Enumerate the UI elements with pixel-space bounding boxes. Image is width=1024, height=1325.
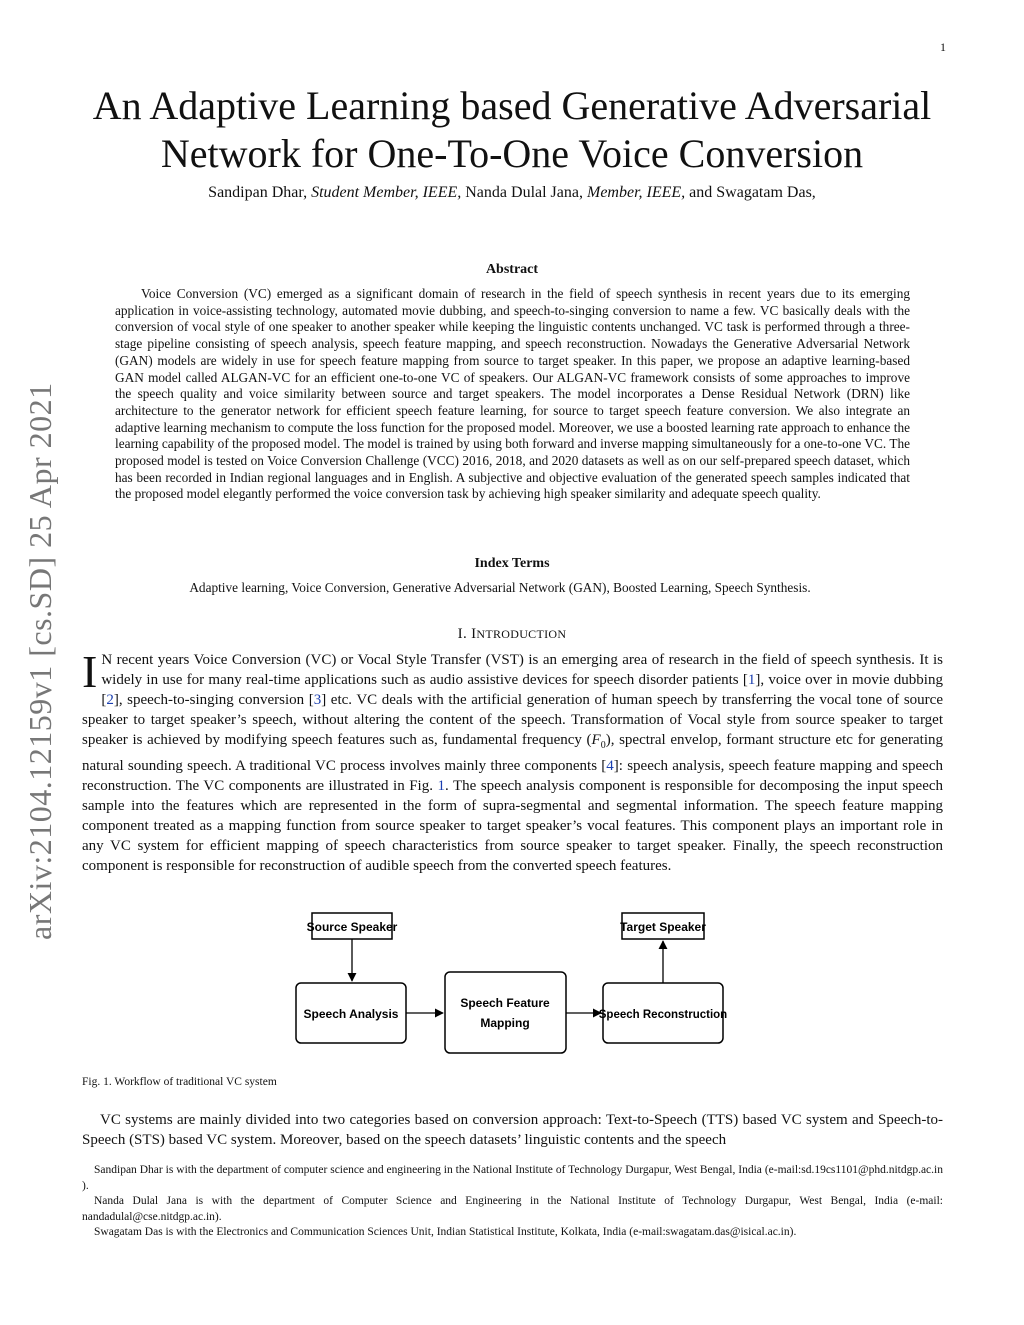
author-1-role: Student Member, IEEE,: [311, 184, 462, 201]
speech-analysis-label: Speech Analysis: [303, 1007, 399, 1021]
source-speaker-label: Source Speaker: [306, 920, 398, 934]
author-footnotes: [82, 1163, 943, 1241]
citation-link[interactable]: 3: [313, 692, 322, 708]
page-number: 1: [940, 40, 946, 54]
drop-cap: I: [82, 646, 98, 697]
speech-analysis-box: [296, 983, 406, 1043]
intro-text: ]: speech analysis, speech feature mapping and speech reconstruction. The VC components are illustrated in Fig.: [82, 758, 943, 794]
section-title-rest: NTRODUCTION: [476, 627, 567, 641]
source-speaker-box: [307, 913, 398, 939]
section-title-first-letter: I: [471, 626, 477, 642]
intro-text: ), spectral envelop, formant structure etc for generating natural sounding speech. A traditional VC process involves mainly three components [: [82, 732, 943, 774]
citation-link[interactable]: 4: [606, 758, 614, 774]
intro-text: ] etc. VC deals with the artificial generation of human speech by transferring the vocal tone of source speaker to target speaker’s speech, without altering the content of the speech. Transformation of Vocal style from source speaker to target speaker is achieved by modifying speech features such as, fundamental frequency (: [82, 692, 943, 748]
index-terms-heading: Index Terms: [474, 556, 550, 571]
citation-link[interactable]: 2: [106, 692, 114, 708]
author-2: Nanda Dulal Jana,: [465, 184, 583, 201]
arxiv-identifier: arXiv:2104.12159v1 [cs.SD] 25 Apr 2021: [22, 382, 58, 940]
section-numeral: I.: [457, 626, 468, 642]
footnote: Nanda Dulal Jana is with the department of Computer Science and Engineering in the National Institute of Technology Durgapur, West Bengal, India (e-mail: nandadulal@cse.nitdgp.ac.in).: [82, 1195, 943, 1223]
feature-mapping-box: [445, 972, 566, 1053]
f0-subscript: 0: [600, 740, 606, 751]
author-2-role: Member, IEEE,: [586, 184, 686, 201]
author-1: Sandipan Dhar,: [208, 184, 308, 201]
target-speaker-box: [620, 913, 706, 939]
intro-text: ], speech-to-singing conversion [: [113, 692, 314, 708]
abstract-heading: Abstract: [485, 262, 539, 277]
intro-text: . The speech analysis component is responsible for decomposing the input speech sample into the features which are represented in the form of supra-segmental and segmental information. The speech feature mapping component treated as a mapping function from source speaker to target speaker’s vocal features. This component plays an important role in any VC system for efficient mapping of speech characteristics from source speaker to target speaker. Finally, the speech reconstruction component is responsible for reconstruction of audible speech from the converted speech features.: [82, 778, 944, 874]
speech-reconstruction-label: Speech Reconstruction: [598, 1009, 728, 1021]
f0-symbol: F: [591, 732, 601, 748]
figure-reference-link[interactable]: 1: [437, 778, 445, 794]
target-speaker-label: Target Speaker: [620, 920, 706, 934]
section-heading-introduction: [0, 626, 1024, 643]
citation-link[interactable]: 1: [747, 672, 756, 688]
author-3: and Swagatam Das,: [689, 184, 816, 201]
figure-caption: Fig. 1. Workflow of traditional VC system: [82, 1076, 277, 1088]
abstract-text: Voice Conversion (VC) emerged as a significant domain of research in the field of speech synthesis in recent years due to its emerging application in voice-assisting technology, automated movie dubbing, and speech-to-singing conversion to name a few. VC basically deals with the conversion of vocal style of one speaker to another speaker while keeping the linguistic contents unchanged. VC task is performed through a three-stage pipeline consisting of speech analysis, speech feature mapping, and speech reconstruction. Nowadays the Generative Adversarial Network (GAN) models are widely in use for speech feature mapping from source to target speaker. In this paper, we propose an adaptive learning-based GAN model called ALGAN-VC for an efficient one-to-one VC of speakers. Our ALGAN-VC framework consists of some approaches to improve the speech quality and voice similarity between source and target speakers. The model incorporates a Dense Residual Network (DRN) like architecture to the generator network for efficient speech feature learning, for source to target speech feature conversion. We also integrate an adaptive learning mechanism to compute the loss function for the proposed model. Moreover, we use a boosted learning rate approach to enhance the learning capability of the proposed model. The model is trained by using both forward and inverse mapping simultaneously for a one-to-one VC. The proposed model is tested on Voice Conversion Challenge (VCC) 2016, 2018, and 2020 datasets as well as on our self-prepared speech dataset, which has been recorded in Indian regional languages and in English. A subjective and objective evaluation of the generated speech samples indicated that the proposed model elegantly performed the voice conversion task by achieving high speaker similarity and adequate speech quality.: [115, 286, 910, 502]
paper-title: An Adaptive Learning based Generative Adversarial Network for One-To-One Voice Conversion: [92, 83, 932, 176]
feature-mapping-label-line1: Speech Feature: [460, 996, 550, 1010]
workflow-diagram: [290, 905, 730, 1065]
speech-reconstruction-box: [599, 983, 727, 1043]
body-paragraph: VC systems are mainly divided into two categories based on conversion approach: Text-to-Speech (TTS) based VC system and Speech-to-Speech (STS) based VC system. Moreover, based on the speech datasets’ linguistic contents and the speech: [82, 1112, 943, 1148]
feature-mapping-label-line2: Mapping: [480, 1016, 530, 1030]
introduction-paragraph: [82, 646, 944, 876]
index-terms-text: Adaptive learning, Voice Conversion, Generative Adversarial Network (GAN), Boosted Learning, Speech Synthesis.: [189, 580, 811, 595]
footnote: Sandipan Dhar is with the department of computer science and engineering in the National Institute of Technology Durgapur, West Bengal, India (e-mail:sd.19cs1101@phd.nitdgp.ac.in ).: [82, 1164, 943, 1192]
footnote: Swagatam Das is with the Electronics and Communication Sciences Unit, Indian Statistical Institute, Kolkata, India (e-mail:swagatam.das@isical.ac.in).: [94, 1226, 797, 1238]
author-line: [60, 184, 964, 202]
intro-text: ], voice over in movie dubbing [: [101, 672, 943, 708]
intro-text: N recent years Voice Conversion (VC) or Vocal Style Transfer (VST) is an emerging area of research in the field of speech synthesis. It is widely in use for many real-time applications such as audio assistive devices for speech disorder patients [: [101, 652, 943, 688]
